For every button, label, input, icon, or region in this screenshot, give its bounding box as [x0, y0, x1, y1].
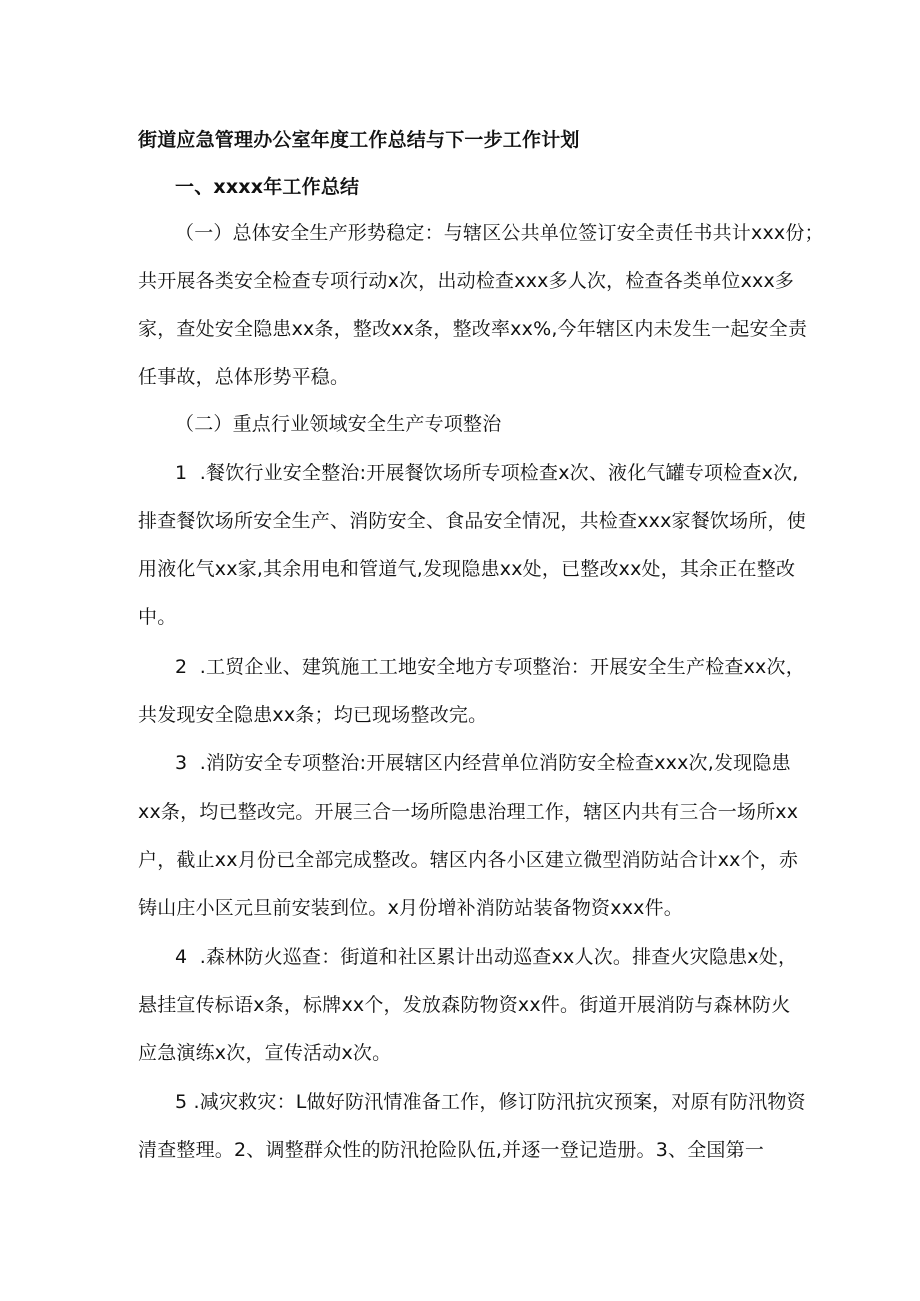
- paragraph-line: 共发现安全隐患xx条；均已现场整改完。: [138, 704, 488, 726]
- paragraph-line: 家，查处安全隐患xx条，整改xx条，整改率xx%,今年辖区内未发生一起安全责: [138, 318, 808, 340]
- paragraph-line: 4 .森林防火巡查：街道和社区累计出动巡查xx人次。排查火灾隐患x处，: [175, 946, 798, 968]
- paragraph-line: 1 .餐饮行业安全整治:开展餐饮场所专项检查x次、液化气罐专项检查x次,: [175, 462, 799, 484]
- paragraph-line: 户，截止xx月份已全部完成整改。辖区内各小区建立微型消防站合计xx个，赤: [138, 849, 799, 871]
- paragraph-line: 排查餐饮场所安全生产、消防安全、食品安全情况，共检查xxx家餐饮场所，使: [138, 510, 806, 532]
- paragraph-line: 中。: [138, 606, 177, 628]
- paragraph-line: 铸山庄小区元旦前安装到位。x月份增补消防站装备物资xxx件。: [138, 897, 683, 919]
- section-heading: 一、xxxx年工作总结: [175, 176, 360, 198]
- paragraph-line: 清查整理。2、调整群众性的防汛抢险队伍,并逐一登记造册。3、全国第一: [138, 1139, 765, 1161]
- paragraph-line: 共开展各类安全检查专项行动x次，出动检查xxx多人次，检查各类单位xxx多: [138, 270, 795, 292]
- paragraph-line: 2 .工贸企业、建筑施工工地安全地方专项整治：开展安全生产检查xx次，: [175, 656, 805, 678]
- paragraph-line: 用液化气xx家,其余用电和管道气,发现隐患xx处，已整改xx处，其余正在整改: [138, 558, 796, 580]
- paragraph-line: xx条，均已整改完。开展三合一场所隐患治理工作，辖区内共有三合一场所xx: [138, 801, 799, 823]
- paragraph-line: 悬挂宣传标语x条，标牌xx个，发放森防物资xx件。街道开展消防与森林防火: [138, 994, 791, 1016]
- paragraph-line: 任事故，总体形势平稳。: [138, 366, 350, 388]
- paragraph-line: 3 .消防安全专项整治:开展辖区内经营单位消防安全检查xxx次,发现隐患: [175, 752, 791, 774]
- document-title: 街道应急管理办公室年度工作总结与下一步工作计划: [138, 129, 580, 151]
- paragraph-line: （一）总体安全生产形势稳定：与辖区公共单位签订安全责任书共计xxx份；: [175, 222, 824, 244]
- paragraph-line: 应急演练x次，宣传活动x次。: [138, 1042, 392, 1064]
- paragraph-line: 5 .减灾救灾：L做好防汛情准备工作，修订防汛抗灾预案，对原有防汛物资: [175, 1091, 806, 1113]
- paragraph-line: （二）重点行业领域安全生产专项整治: [175, 413, 502, 435]
